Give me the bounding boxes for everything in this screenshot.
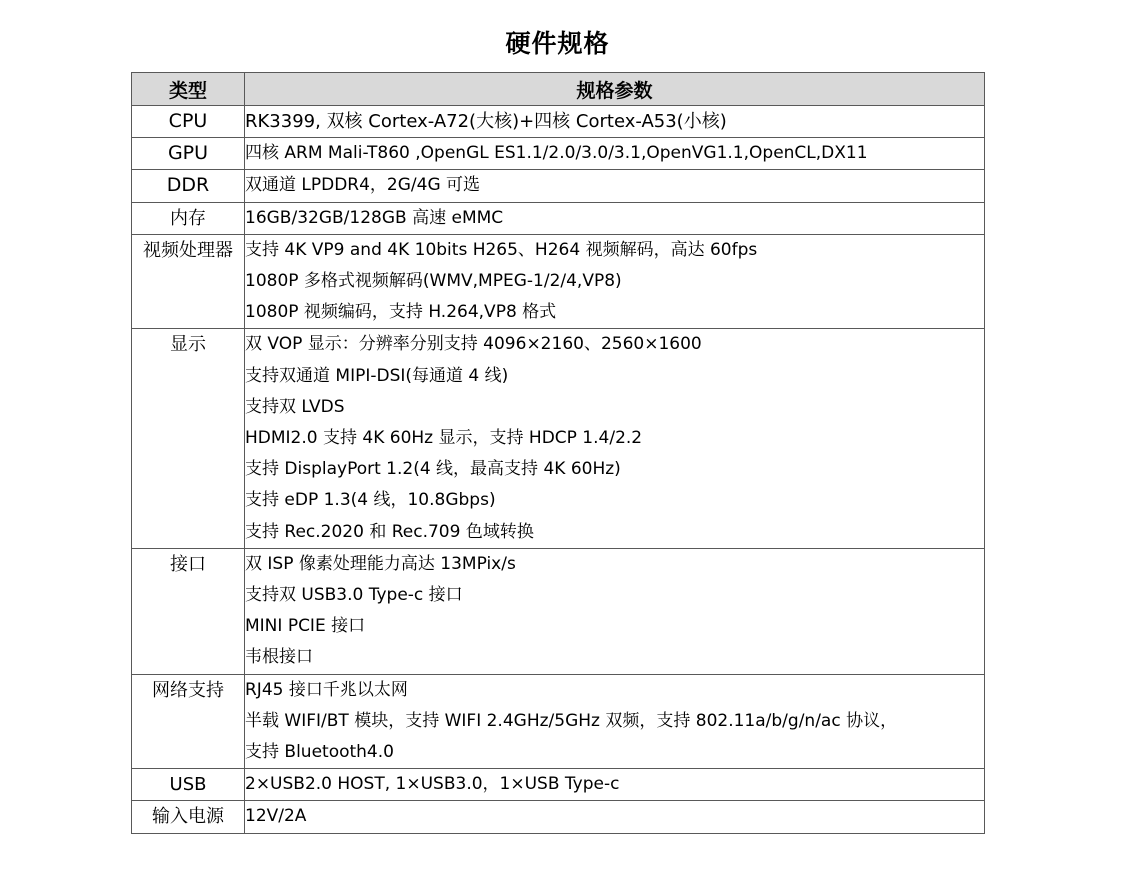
type-cell: 网络支持 <box>132 674 245 769</box>
type-cell: 接口 <box>132 548 245 674</box>
spec-line: MINI PCIE 接口 <box>245 616 366 637</box>
spec-line: 12V/2A <box>245 806 307 827</box>
spec-line: 半载 WIFI/BT 模块，支持 WIFI 2.4GHz/5GHz 双频，支持 802.11a/b/g/n/ac 协议， <box>245 710 898 731</box>
table-row-usb <box>132 769 985 801</box>
spec-line: 支持 Bluetooth4.0 <box>245 742 394 763</box>
type-cell: USB <box>132 769 245 801</box>
spec-line: 韦根接口 <box>245 647 313 668</box>
spec-line: 1080P 视频编码，支持 H.264,VP8 格式 <box>245 302 557 323</box>
type-cell: DDR <box>132 170 245 202</box>
spec-line: 支持 DisplayPort 1.2(4 线，最高支持 4K 60Hz) <box>245 459 621 480</box>
spec-cell <box>245 138 985 170</box>
type-cell: 视频处理器 <box>132 234 245 329</box>
spec-cell <box>245 769 985 801</box>
spec-line: 双 VOP 显示：分辨率分别支持 4096×2160、2560×1600 <box>245 334 702 355</box>
page-title: 硬件规格 <box>505 29 610 58</box>
table-row-interfaces <box>132 548 985 674</box>
spec-cell <box>245 170 985 202</box>
spec-line: RK3399, 双核 Cortex-A72(大核)+四核 Cortex-A53(小核) <box>245 111 727 132</box>
spec-line: RJ45 接口千兆以太网 <box>245 679 408 700</box>
table-row-gpu <box>132 138 985 170</box>
spec-line: 16GB/32GB/128GB 高速 eMMC <box>245 207 504 228</box>
type-cell: 输入电源 <box>132 801 245 833</box>
spec-cell <box>245 801 985 833</box>
type-cell: 显示 <box>132 329 245 548</box>
spec-line: 支持 Rec.2020 和 Rec.709 色域转换 <box>245 521 534 542</box>
header-spec: 规格参数 <box>245 73 985 106</box>
spec-cell <box>245 674 985 769</box>
table-row-network <box>132 674 985 769</box>
spec-line: 支持双 LVDS <box>245 396 345 417</box>
table-row-ddr <box>132 170 985 202</box>
spec-line: 四核 ARM Mali-T860 ,OpenGL ES1.1/2.0/3.0/3.1,OpenVG1.1,OpenCL,DX11 <box>245 143 868 164</box>
spec-cell <box>245 329 985 548</box>
table-row-display <box>132 329 985 548</box>
spec-line: HDMI2.0 支持 4K 60Hz 显示，支持 HDCP 1.4/2.2 <box>245 428 643 449</box>
spec-line: 双通道 LPDDR4，2G/4G 可选 <box>245 175 481 196</box>
spec-line: 支持 4K VP9 and 4K 10bits H265、H264 视频解码，高达 60fps <box>245 239 758 260</box>
spec-line: 1080P 多格式视频解码(WMV,MPEG-1/2/4,VP8) <box>245 271 622 292</box>
table-header-row <box>132 73 985 106</box>
spec-line: 支持双通道 MIPI-DSI(每通道 4 线) <box>245 365 509 386</box>
type-cell: 内存 <box>132 202 245 234</box>
spec-line: 支持 eDP 1.3(4 线，10.8Gbps) <box>245 490 496 511</box>
spec-line: 双 ISP 像素处理能力高达 13MPix/s <box>245 553 516 574</box>
spec-cell <box>245 202 985 234</box>
type-cell: CPU <box>132 106 245 138</box>
table-row-cpu <box>132 106 985 138</box>
spec-line: 支持双 USB3.0 Type-c 接口 <box>245 585 463 606</box>
spec-table <box>131 72 985 834</box>
table-row-storage <box>132 202 985 234</box>
spec-cell <box>245 106 985 138</box>
spec-cell <box>245 548 985 674</box>
type-cell: GPU <box>132 138 245 170</box>
spec-line: 2×USB2.0 HOST, 1×USB3.0，1×USB Type-c <box>245 774 620 795</box>
table-row-video-processor <box>132 234 985 329</box>
header-type: 类型 <box>132 73 245 106</box>
spec-cell <box>245 234 985 329</box>
table-row-power <box>132 801 985 833</box>
